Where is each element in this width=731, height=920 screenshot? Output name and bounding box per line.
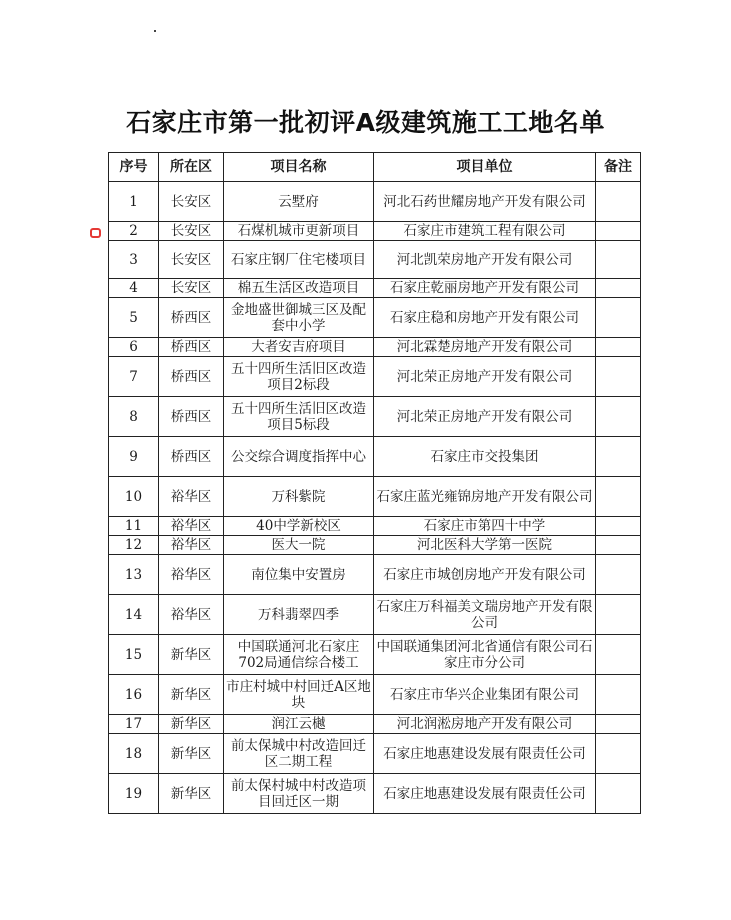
cell-remark: [596, 279, 641, 298]
table-row: [109, 774, 641, 814]
cell-remark: [596, 338, 641, 357]
cell-remark: [596, 241, 641, 279]
table-row: [109, 222, 641, 241]
cell-unit: 石家庄市交投集团: [374, 437, 596, 477]
cell-project: 石煤机城市更新项目: [224, 222, 374, 241]
cell-unit: 石家庄万科福美文瑞房地产开发有限公司: [374, 595, 596, 635]
cell-district: 裕华区: [159, 517, 224, 536]
table-row: [109, 675, 641, 715]
cell-unit: 石家庄稳和房地产开发有限公司: [374, 298, 596, 338]
cell-project: 医大一院: [224, 536, 374, 555]
cell-unit: 石家庄市城创房地产开发有限公司: [374, 555, 596, 595]
cell-district: 桥西区: [159, 437, 224, 477]
cell-unit: 河北医科大学第一医院: [374, 536, 596, 555]
cell-project: 石家庄钢厂住宅楼项目: [224, 241, 374, 279]
cell-no: 19: [109, 774, 159, 814]
cell-no: 17: [109, 715, 159, 734]
cell-project: 润江云樾: [224, 715, 374, 734]
cell-no: 12: [109, 536, 159, 555]
table-row: [109, 338, 641, 357]
table-row: [109, 279, 641, 298]
document-title: 石家庄市第一批初评A级建筑施工工地名单: [126, 108, 605, 137]
cell-remark: [596, 517, 641, 536]
cell-project: 万科翡翠四季: [224, 595, 374, 635]
cell-unit: 石家庄蓝光雍锦房地产开发有限公司: [374, 477, 596, 517]
table-row: [109, 734, 641, 774]
cell-district: 桥西区: [159, 397, 224, 437]
cell-remark: [596, 595, 641, 635]
header-no: 序号: [109, 153, 159, 182]
cell-district: 新华区: [159, 774, 224, 814]
table-row: [109, 437, 641, 477]
cell-project: 南位集中安置房: [224, 555, 374, 595]
table-row: [109, 536, 641, 555]
cell-project: 金地盛世御城三区及配套中小学: [224, 298, 374, 338]
cell-district: 裕华区: [159, 595, 224, 635]
cell-district: 长安区: [159, 222, 224, 241]
cell-district: 裕华区: [159, 555, 224, 595]
cell-unit: 河北润淞房地产开发有限公司: [374, 715, 596, 734]
table-row: [109, 555, 641, 595]
header-row: [109, 153, 641, 182]
cell-project: 云墅府: [224, 182, 374, 222]
cell-project: 五十四所生活旧区改造项目2标段: [224, 357, 374, 397]
cell-remark: [596, 555, 641, 595]
cell-remark: [596, 536, 641, 555]
cell-project: 公交综合调度指挥中心: [224, 437, 374, 477]
cell-no: 15: [109, 635, 159, 675]
construction-site-table: [108, 152, 641, 814]
cell-district: 长安区: [159, 279, 224, 298]
table-row: [109, 595, 641, 635]
table-row: [109, 397, 641, 437]
cell-district: 长安区: [159, 182, 224, 222]
cell-remark: [596, 477, 641, 517]
cell-remark: [596, 397, 641, 437]
cell-project: 大者安吉府项目: [224, 338, 374, 357]
cell-district: 长安区: [159, 241, 224, 279]
cell-no: 1: [109, 182, 159, 222]
table-row: [109, 241, 641, 279]
cell-unit: 石家庄市华兴企业集团有限公司: [374, 675, 596, 715]
table-row: [109, 298, 641, 338]
cell-project: 40中学新校区: [224, 517, 374, 536]
cell-remark: [596, 357, 641, 397]
cell-remark: [596, 675, 641, 715]
table-row: [109, 357, 641, 397]
cell-no: 13: [109, 555, 159, 595]
row-marker[interactable]: [90, 228, 101, 238]
cell-unit: 石家庄乾丽房地产开发有限公司: [374, 279, 596, 298]
cell-district: 裕华区: [159, 477, 224, 517]
cell-no: 18: [109, 734, 159, 774]
cell-no: 16: [109, 675, 159, 715]
cell-district: 新华区: [159, 715, 224, 734]
cell-district: 新华区: [159, 734, 224, 774]
cell-no: 4: [109, 279, 159, 298]
cell-remark: [596, 437, 641, 477]
table-row: [109, 182, 641, 222]
table-row: [109, 635, 641, 675]
cell-unit: 石家庄市第四十中学: [374, 517, 596, 536]
table-row: [109, 477, 641, 517]
table-row: [109, 517, 641, 536]
cell-district: 桥西区: [159, 338, 224, 357]
cell-unit: 河北霖楚房地产开发有限公司: [374, 338, 596, 357]
cell-project: 市庄村城中村回迁A区地块: [224, 675, 374, 715]
cell-no: 8: [109, 397, 159, 437]
scan-speck: [154, 30, 156, 32]
cell-district: 新华区: [159, 635, 224, 675]
cell-district: 新华区: [159, 675, 224, 715]
cell-unit: 河北荣正房地产开发有限公司: [374, 357, 596, 397]
cell-unit: 石家庄地惠建设发展有限责任公司: [374, 734, 596, 774]
header-unit: 项目单位: [374, 153, 596, 182]
cell-no: 2: [109, 222, 159, 241]
cell-remark: [596, 182, 641, 222]
cell-district: 桥西区: [159, 298, 224, 338]
header-district: 所在区: [159, 153, 224, 182]
cell-unit: 河北石药世耀房地产开发有限公司: [374, 182, 596, 222]
cell-remark: [596, 774, 641, 814]
table-body: [109, 182, 641, 814]
header-remark: 备注: [596, 153, 641, 182]
cell-no: 5: [109, 298, 159, 338]
cell-project: 万科紫院: [224, 477, 374, 517]
cell-unit: 石家庄市建筑工程有限公司: [374, 222, 596, 241]
cell-remark: [596, 635, 641, 675]
cell-no: 6: [109, 338, 159, 357]
cell-unit: 河北荣正房地产开发有限公司: [374, 397, 596, 437]
cell-remark: [596, 715, 641, 734]
cell-project: 前太保村城中村改造项目回迁区一期: [224, 774, 374, 814]
cell-project: 前太保城中村改造回迁区二期工程: [224, 734, 374, 774]
cell-no: 7: [109, 357, 159, 397]
cell-district: 桥西区: [159, 357, 224, 397]
cell-unit: 石家庄地惠建设发展有限责任公司: [374, 774, 596, 814]
cell-unit: 中国联通集团河北省通信有限公司石家庄市分公司: [374, 635, 596, 675]
cell-remark: [596, 734, 641, 774]
cell-project: 棉五生活区改造项目: [224, 279, 374, 298]
cell-remark: [596, 298, 641, 338]
table-row: [109, 715, 641, 734]
cell-no: 3: [109, 241, 159, 279]
cell-project: 五十四所生活旧区改造项目5标段: [224, 397, 374, 437]
cell-no: 10: [109, 477, 159, 517]
cell-project: 中国联通河北石家庄702局通信综合楼工: [224, 635, 374, 675]
cell-unit: 河北凯荣房地产开发有限公司: [374, 241, 596, 279]
cell-remark: [596, 222, 641, 241]
cell-district: 裕华区: [159, 536, 224, 555]
cell-no: 9: [109, 437, 159, 477]
cell-no: 14: [109, 595, 159, 635]
cell-no: 11: [109, 517, 159, 536]
header-project: 项目名称: [224, 153, 374, 182]
